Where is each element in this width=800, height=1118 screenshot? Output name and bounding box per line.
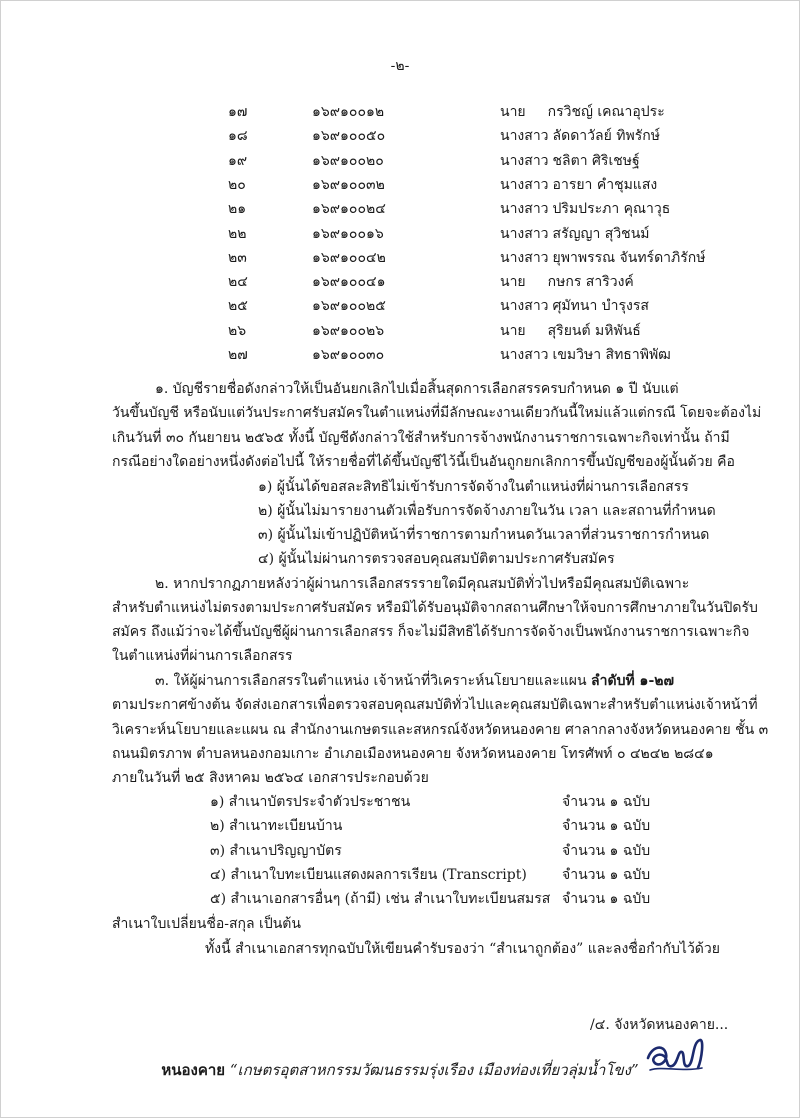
candidate-order: ๒๖ [228,322,247,339]
candidate-name: อารยา คำชุมแสง [552,176,658,193]
section-3-intro: ๓. ให้ผู้ผ่านการเลือกสรรในตำแหน่ง เจ้าหน้าที่วิเคราะห์นโยบายและแผน [155,673,592,689]
candidate-id: ๑๖๙๑๐๐๒๕ [312,298,386,315]
candidate-row [0,198,800,220]
candidate-order: ๑๗ [228,104,248,120]
candidate-name: สุริยนต์ มหิพันธ์ [547,322,641,339]
candidate-row [0,101,800,123]
candidate-fullname [500,247,705,269]
candidate-name: กษกร สาริวงค์ [547,274,634,291]
candidate-row [0,344,800,366]
candidate-order: ๒๑ [228,201,247,218]
candidate-fullname [500,320,641,342]
candidate-id: ๑๖๙๑๐๐๕๐ [312,128,386,145]
candidate-fullname [500,295,649,317]
candidate-order: ๒๔ [228,274,248,291]
condition-item: ๓) ผู้นั้นไม่เข้าปฏิบัติหน้าที่ราชการตามกำหนดวันเวลาที่ส่วนราชการกำหนด [258,527,710,543]
candidate-name: ลัดดาวัลย์ ทิพรักษ์ [552,128,660,145]
section-1-line: เกินวันที่ ๓๐ กันยายน ๒๕๖๕ ทั้งนี้ บัญชีดังกล่าวใช้สำหรับการจ้างพนักงานราชการเฉพาะกิจเท่านั้น ถ้ามี [112,430,730,446]
candidate-title: นางสาว [500,347,549,363]
condition-item: ๒) ผู้นั้นไม่มารายงานตัวเพื่อรับการจัดจ้างภายในวัน เวลา และสถานที่กำหนด [258,503,716,519]
section-3-line: ถนนมิตรภาพ ตำบลหนองกอมเกาะ อำเภอเมืองหนองคาย จังหวัดหนองคาย โทรศัพท์ ๐ ๔๒๔๒ ๒๘๔๑ [112,746,714,762]
section-1-line: ๑. บัญชีรายชื่อดังกล่าวให้เป็นอันยกเลิกไปเมื่อสิ้นสุดการเลือกสรรครบกำหนด ๑ ปี นับแต่ [155,381,679,397]
footer-motto: “เกษตรอุตสาหกรรมวัฒนธรรมรุ่งเรือง เมืองท่องเที่ยวลุ่มน้ำโขง” [229,1061,639,1079]
section-2-line: สมัคร ถึงแม้ว่าจะได้ขึ้นบัญชีผู้ผ่านการเลือกสรร ก็จะไม่มีสิทธิได้รับการจัดจ้างเป็นพนักงานราชการเฉพาะกิจ [112,624,750,640]
candidate-fullname [500,271,634,293]
documents-continuation: สำเนาใบเปลี่ยนชื่อ-สกุล เป็นต้น [112,916,301,932]
candidate-fullname [500,223,650,245]
candidate-title: นางสาว [500,152,549,169]
candidate-order: ๒๒ [228,225,247,242]
candidate-name: สรัญญา สุวิชนม์ [552,225,650,242]
candidate-order: ๒๐ [228,176,246,193]
candidate-title: นางสาว [500,249,549,266]
candidate-fullname [500,198,670,220]
candidate-fullname [500,344,671,366]
document-quantity: จำนวน ๑ ฉบับ [562,866,651,883]
candidate-id: ๑๖๙๑๐๐๒๖ [312,322,385,339]
candidate-row [0,320,800,342]
section-3-line: ภายในวันที่ ๒๕ สิงหาคม ๒๕๖๔ เอกสารประกอบด้วย [112,770,429,786]
page-number: -๒- [390,58,410,74]
section-2-line: สำหรับตำแหน่งไม่ตรงตามประกาศรับสมัคร หรือมิได้รับอนุมัติจากสถานศึกษาให้จบการศึกษาภายในวันปิดรับ [112,600,758,616]
candidate-name: ศุมัทนา บำรุงรส [552,298,649,315]
candidate-order: ๒๗ [228,347,248,363]
candidate-row [0,174,800,196]
candidate-name: ปริมประภา คุณาวุธ [552,201,671,218]
candidate-title: นาย [500,104,526,120]
document-label: ๔) สำเนาใบทะเบียนแสดงผลการเรียน (Transcript) [210,866,527,883]
candidate-title: นาย [500,274,526,291]
candidate-fullname [500,150,640,172]
candidate-id: ๑๖๙๑๐๐๔๑ [312,274,386,291]
candidate-title: นางสาว [500,201,549,218]
candidate-order: ๒๓ [228,249,247,266]
candidate-row [0,295,800,317]
document-quantity: จำนวน ๑ ฉบับ [562,818,651,835]
candidate-title: นางสาว [500,128,549,145]
condition-item: ๑) ผู้นั้นได้ขอสละสิทธิไม่เข้ารับการจัดจ้างในตำแหน่งที่ผ่านการเลือกสรร [258,479,689,495]
continued-marker: /๔. จังหวัดหนองคาย... [590,1017,729,1033]
section-2-line: ในตำแหน่งที่ผ่านการเลือกสรร [112,648,293,664]
candidate-order: ๑๘ [228,128,248,145]
section-3-order-range: ลำดับที่ ๑-๒๗ [591,673,675,689]
candidate-id: ๑๖๙๑๐๐๒๔ [312,201,386,218]
candidate-title: นาย [500,322,526,339]
condition-item: ๔) ผู้นั้นไม่ผ่านการตรวจสอบคุณสมบัติตามประกาศรับสมัคร [258,551,615,567]
section-3-line: ตามประกาศข้างต้น จัดส่งเอกสารเพื่อตรวจสอบคุณสมบัติทั่วไปและคุณสมบัติเฉพาะสำหรับตำแหน่งเจ้าหน้าที่ [112,697,758,713]
section-3-line: วิเคราะห์นโยบายและแผน ณ สำนักงานเกษตรและสหกรณ์จังหวัดหนองคาย ศาลากลางจังหวัดหนองคาย ชั้น ๓ [112,722,769,738]
document-quantity: จำนวน ๑ ฉบับ [562,794,651,810]
document-label: ๓) สำเนาปริญญาบัตร [210,842,342,859]
candidate-title: นางสาว [500,298,549,315]
candidate-id: ๑๖๙๑๐๐๒๐ [312,152,384,169]
candidate-title: นางสาว [500,225,549,242]
candidate-order: ๒๕ [228,298,248,315]
candidate-row [0,271,800,293]
section-2-line: ๒. หากปรากฏภายหลังว่าผู้ผ่านการเลือกสรรรายใดมีคุณสมบัติทั่วไปหรือมีคุณสมบัติเฉพาะ [155,576,690,592]
document-label: ๒) สำเนาทะเบียนบ้าน [210,818,343,835]
candidate-name: เขมวิษา สิทธาพิพัฒ [552,347,671,363]
section-1-line: กรณีอย่างใดอย่างหนึ่งดังต่อไปนี้ ให้รายชื่อที่ได้ขึ้นบัญชีไว้นี้เป็นอันถูกยกเลิกการขึ้นบัญชีของผู้นั้นด้วย คือ [112,454,735,470]
candidate-fullname [500,174,657,196]
candidate-order: ๑๙ [228,152,248,169]
candidate-id: ๑๖๙๑๐๐๓๒ [312,176,385,193]
document-label: ๕) สำเนาเอกสารอื่นๆ (ถ้ามี) เช่น สำเนาใบทะเบียนสมรส [210,891,551,908]
document-label: ๑) สำเนาบัตรประจำตัวประชาชน [210,794,411,810]
candidate-row [0,223,800,245]
document-quantity: จำนวน ๑ ฉบับ [562,842,651,859]
candidate-name: กรวิชญ์ เคณาอุประ [547,104,665,120]
candidate-id: ๑๖๙๑๐๐๔๒ [312,249,386,266]
candidate-title: นางสาว [500,176,549,193]
candidate-fullname [500,125,660,147]
footer-place: หนองคาย [161,1061,226,1079]
candidate-name: ยุพาพรรณ จันทร์ดาภิรักษ์ [552,249,706,266]
candidate-id: ๑๖๙๑๐๐๑๒ [312,104,385,120]
candidate-name: ชลิตา ศิริเชษฐ์ [552,152,640,169]
document-quantity: จำนวน ๑ ฉบับ [562,891,651,908]
candidate-row [0,150,800,172]
section-1-line: วันขึ้นบัญชี หรือนับแต่วันประกาศรับสมัครในตำแหน่งที่มีลักษณะงานเดียวกันนี้ใหม่แล้วแต่กรณี โดยจะต้องไม่ [112,405,762,421]
candidate-row [0,247,800,269]
candidate-row [0,125,800,147]
certification-note: ทั้งนี้ สำเนาเอกสารทุกฉบับให้เขียนคำรับรองว่า “สำเนาถูกต้อง” และลงชื่อกำกับไว้ด้วย [205,941,720,957]
candidate-id: ๑๖๙๑๐๐๓๐ [312,347,385,363]
footer-slogan [0,1058,800,1082]
candidate-fullname [500,101,665,123]
candidate-id: ๑๖๙๑๐๐๑๖ [312,225,384,242]
section-3-first-line [155,669,674,693]
